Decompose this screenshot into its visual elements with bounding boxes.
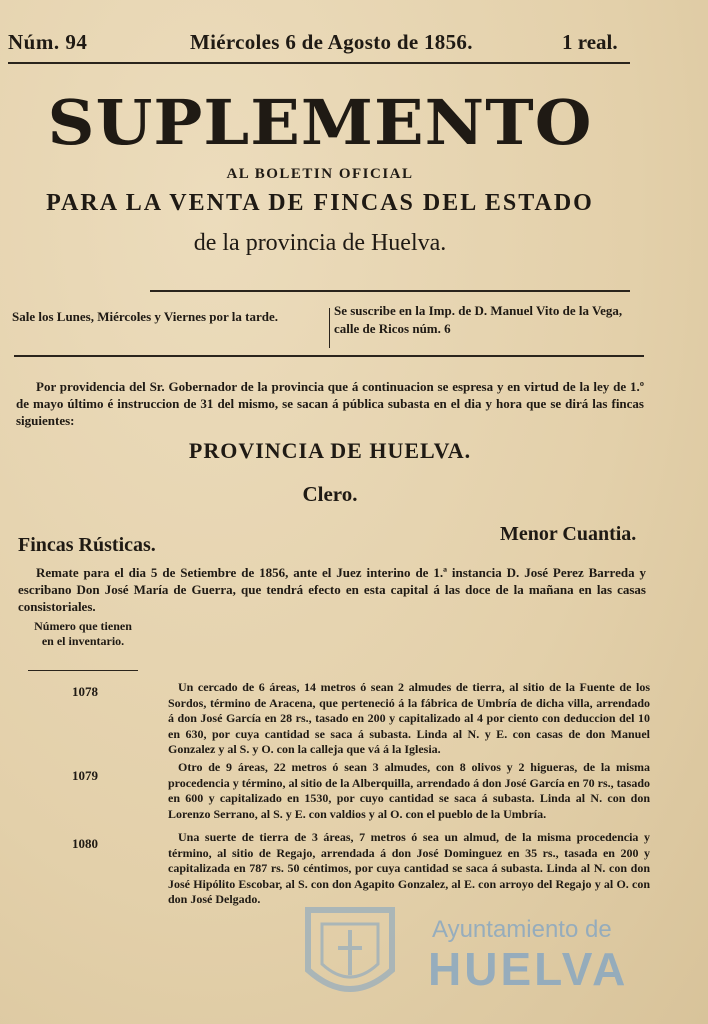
intro-paragraph: Por providencia del Sr. Gobernador de la provincia que á continuacion se espresa y en virtud de la ley de 1.º de mayo último é instruccion de 31 del mismo, se sacan á pública subasta en el dia y hora que se dirá las fincas siguientes:: [16, 379, 644, 428]
issue-price: 1 real.: [562, 30, 618, 54]
notice-rule: [14, 355, 644, 357]
subtitle-provincia: de la provincia de Huelva.: [193, 230, 447, 256]
entry-description: Un cercado de 6 áreas, 14 metros ó sean 2 almudes de tierra, al sitio de la Fuente de los Sordos, término de Aracena, que perteneció á la fábrica de Umbría de dicha villa, arrendado á don José García en 28 rs., tasado en 200 y capitalizado al 4 por ciento con deduccion del 10 en 630, por cuya cantidad se saca á subasta. Linda al N. y E. con casas de don Manuel Gonzalez y al S. y O. con la calleja que vá á la Iglesia.: [168, 680, 650, 757]
issue-date: Miércoles 6 de Agosto de 1856.: [190, 30, 473, 54]
notice-divider: [329, 308, 330, 348]
entry-number: 1078: [72, 684, 98, 699]
province-heading: PROVINCIA DE HUELVA.: [188, 438, 472, 463]
watermark-logo-text: HUELVA: [428, 943, 629, 995]
subscription-info: Se suscribe en la Imp. de D. Manuel Vito de la Vega, calle de Ricos núm. 6: [334, 303, 623, 336]
title-rule: [150, 290, 630, 292]
page-title: SUPLEMENTO: [47, 86, 593, 159]
masthead-rule: [8, 62, 630, 64]
entry-number: 1079: [72, 768, 98, 783]
entry-number: 1080: [72, 836, 98, 851]
subsection-cuantia: Menor Cuantia.: [500, 523, 637, 545]
entry-description: Otro de 9 áreas, 22 metros ó sean 3 almudes, con 8 olivos y 2 higueras, de la misma procedencia y término, al sitio de la Alberquilla, arrendado á don José García en 70 rs., tasado en 600 y capitalizado en 1530, por cuyo cantidad se saca á subasta. Linda al N. con don Lorenzo Serrano, al S. y E. con valdios y al O. con el pueblo de la Umbría.: [168, 760, 650, 821]
watermark-text: Ayuntamiento de: [432, 916, 612, 943]
publication-schedule: Sale los Lunes, Miércoles y Viernes por la tarde.: [12, 309, 278, 324]
entry-description: Una suerte de tierra de 3 áreas, 7 metros ó sea un almud, de la misma procedencia y término, al sitio de Regajo, arrendada á don José Dominguez en 35 rs., tasada en 200 y capitalizada en 787 rs. 50 céntimos, por cuya cantidad se saca á subasta. Linda al N. con don José Hipólito Escobar, al S. con don Agapito Gonzalez, al E. con arroyo del Regajo y al O. con don José Delgado.: [168, 830, 650, 907]
subtitle-boletin: AL BOLETIN OFICIAL: [226, 166, 414, 182]
column-header-rule: [28, 670, 138, 671]
remate-paragraph: Remate para el dia 5 de Setiembre de 1856, ante el Juez interino de 1.ª instancia D. José Perez Barreda y escribano Don José María de Guerra, que tendrá efecto en esta capital á las doce de la mañana en las casas consistoriales.: [18, 565, 646, 614]
section-heading: Clero.: [302, 482, 358, 506]
subtitle-venta: PARA LA VENTA DE FINCAS DEL ESTADO: [46, 190, 594, 216]
subsection-fincas: Fincas Rústicas.: [18, 534, 156, 556]
issue-number: Núm. 94: [8, 30, 88, 54]
inventory-column-header: Número que tienen en el inventario.: [34, 619, 132, 648]
